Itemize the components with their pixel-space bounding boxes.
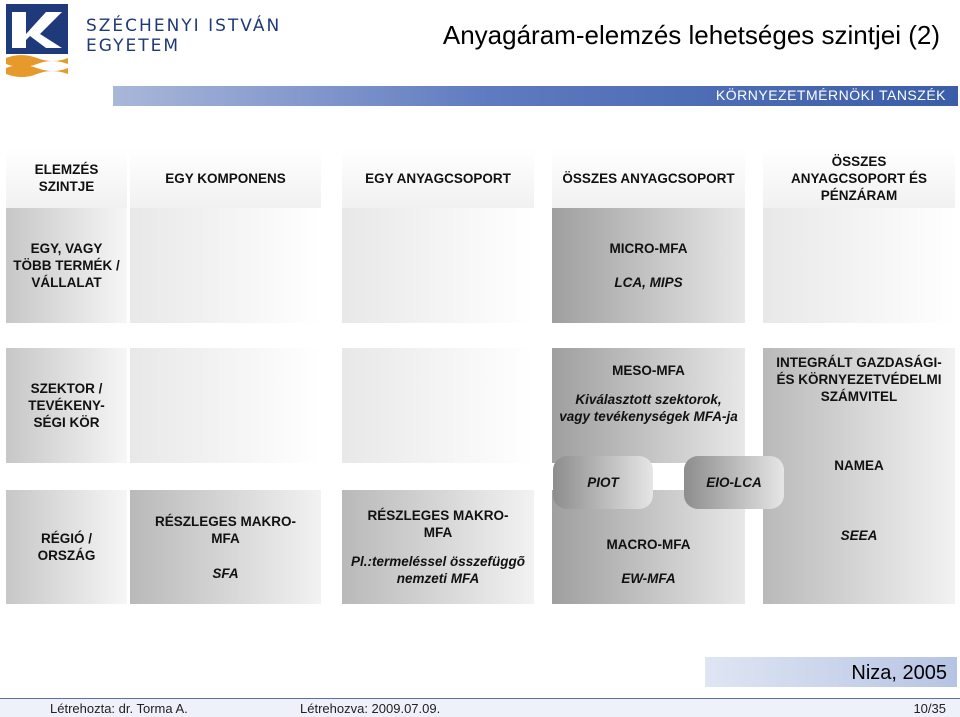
cell-partial-macro-national (342, 490, 534, 604)
namea-label: NAMEA (834, 458, 884, 473)
cell-partial-macro-sfa (130, 490, 321, 604)
ew-mfa-label: EW-MFA (621, 570, 676, 586)
footer-created: Létrehozva: 2009.07.09. (300, 701, 441, 716)
micro-mfa-title: MICRO-MFA (609, 241, 688, 256)
source-text: Niza, 2005 (851, 662, 947, 684)
cell-product-component (130, 208, 321, 323)
column-header-component (130, 148, 321, 208)
column-header-component-text: EGY KOMPONENS (165, 170, 286, 186)
department-bar (113, 86, 958, 106)
column-header-material-group (342, 148, 534, 208)
cell-meso-mfa (552, 348, 745, 463)
column-header-all-groups-money-text: ÖSSZES ANYAGCSOPORT ÉS PÉNZÁRAM (790, 153, 928, 203)
meso-mfa-description: Kiválasztott szektorok, vagy tevékenységek MFA-ja (559, 392, 738, 424)
eio-lca-pill (684, 456, 784, 509)
row-label-sector (6, 348, 127, 463)
footer-bar (0, 698, 960, 717)
column-header-level (6, 148, 127, 208)
department-name: KÖRNYEZETMÉRNÖKI TANSZÉK (715, 87, 946, 103)
footer-page-number: 10/35 (913, 701, 946, 716)
slide-title: Anyagáram-elemzés lehetséges szintjei (2) (442, 20, 940, 50)
partial-macro-2-example: Pl.:termeléssel összefüggõ nemzeti MFA (350, 554, 526, 586)
cell-product-money (763, 208, 955, 323)
university-name-line1: SZÉCHENYI ISTVÁN (86, 16, 282, 36)
meso-mfa-title: MESO-MFA (612, 363, 685, 378)
partial-macro-2-title: RÉSZLEGES MAKRO-MFA (367, 508, 509, 540)
row-label-product (6, 208, 127, 323)
university-name-line2: EGYETEM (86, 36, 180, 56)
row-label-sector-text: SZEKTOR / TEVÉKENY-SÉGI KÖR (28, 381, 105, 430)
row-label-product-text: EGY, VAGY TÖBB TERMÉK / VÁLLALAT (13, 241, 120, 290)
macro-mfa-title: MACRO-MFA (606, 536, 691, 552)
column-header-material-group-text: EGY ANYAGCSOPORT (365, 170, 511, 186)
column-header-level-text: ELEMZÉS SZINTJE (34, 162, 99, 194)
piot-label: PIOT (587, 475, 619, 490)
university-logo (6, 4, 68, 78)
university-name (86, 16, 281, 56)
piot-pill (553, 456, 653, 509)
footer-author: Létrehozta: dr. Torma A. (50, 701, 188, 716)
seea-label: SEEA (840, 528, 878, 543)
row-label-region (6, 490, 127, 604)
micro-mfa-methods: LCA, MIPS (614, 275, 683, 290)
cell-product-group (342, 208, 534, 323)
row-label-region-text: RÉGIÓ / ORSZÁG (37, 531, 96, 563)
cell-sector-group (342, 348, 534, 463)
integrated-accounting-title: INTEGRÁLT GAZDASÁGI- ÉS KÖRNYEZETVÉDELMI SZÁMVITEL (776, 355, 942, 404)
column-header-all-groups (552, 148, 745, 208)
source-box (705, 657, 957, 687)
partial-macro-1-title: RÉSZLEGES MAKRO-MFA (154, 513, 296, 546)
cell-micro-mfa (552, 208, 745, 323)
eio-lca-label: EIO-LCA (706, 475, 762, 490)
cell-integrated-accounting (763, 348, 955, 604)
column-header-all-groups-text: ÖSSZES ANYAGCSOPORT (562, 170, 735, 186)
column-header-all-groups-money (763, 148, 955, 208)
sfa-label: SFA (212, 565, 239, 581)
cell-sector-component (130, 348, 321, 463)
